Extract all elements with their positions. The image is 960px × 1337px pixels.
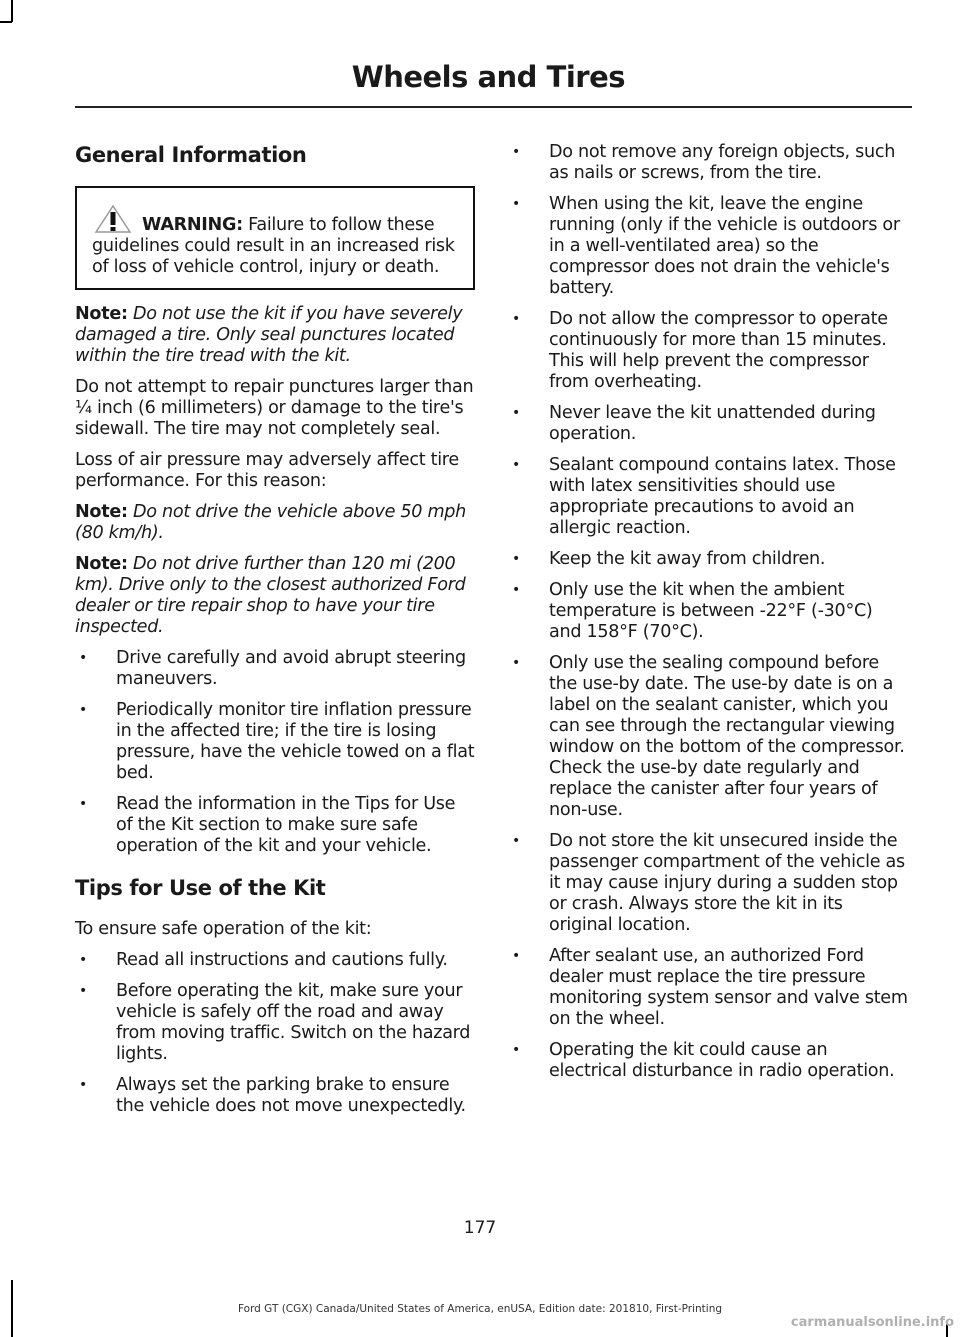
list-item [508, 309, 908, 393]
paragraph-puncture-size: Do not attempt to repair punctures larger than ¼ inch (6 millimeters) or damage to the tire's sidewall. The tire may not completely seal. [75, 377, 474, 439]
crop-mark [0, 21, 12, 23]
watermark: carmanualsonline.info [790, 1315, 954, 1330]
note-text: Do not drive further than 120 mi (200 km). Drive only to the closest authorized Ford dealer or tire repair shop to have your tire inspected. [75, 554, 466, 637]
edition-footer: Ford GT (CGX) Canada/United States of America, enUSA, Edition date: 201810, First-Printing [237, 1303, 723, 1315]
list-item [75, 648, 475, 690]
bullet-icon: • [512, 311, 520, 327]
section-heading-general: General Information [75, 143, 307, 167]
bullet-icon: • [512, 582, 520, 598]
list-item-text: Do not remove any foreign objects, such as nails or screws, from the tire. [549, 142, 896, 183]
list-item-text: Keep the kit away from children. [549, 549, 826, 569]
bullet-icon: • [79, 650, 87, 666]
left-column [75, 142, 475, 1127]
bullet-icon: • [79, 796, 87, 812]
bullet-icon: • [512, 405, 520, 421]
list-item-text: Sealant compound contains latex. Those with latex sensitivities should use appropriate precautions to avoid an allergic reaction. [549, 455, 896, 538]
list-item [508, 946, 908, 1030]
bullet-list-tips [75, 950, 475, 1117]
header-divider [75, 106, 912, 108]
list-item [508, 403, 908, 445]
right-column [508, 142, 908, 1092]
bullet-list-precautions [508, 142, 908, 1082]
warning-triangle-icon [92, 204, 134, 234]
list-item-text: Always set the parking brake to ensure the vehicle does not move unexpectedly. [116, 1075, 466, 1116]
page-number: 177 [463, 1218, 497, 1238]
list-item-text: Read all instructions and cautions fully. [116, 950, 448, 970]
list-item [508, 580, 908, 643]
bullet-icon: • [79, 952, 87, 968]
list-item-text: Never leave the kit unattended during operation. [549, 403, 876, 444]
note-label: Note: [75, 502, 128, 522]
bullet-icon: • [512, 551, 520, 567]
list-item [508, 653, 908, 821]
list-item-text: Only use the kit when the ambient temperature is between -22°F (-30°C) and 158°F (70°C). [549, 580, 873, 642]
note-text: Do not use the kit if you have severely damaged a tire. Only seal punctures located within the tire tread with the kit. [75, 304, 463, 366]
page-title: Wheels and Tires [351, 60, 625, 94]
list-item-text: Do not allow the compressor to operate continuously for more than 15 minutes. This will help prevent the compressor from overheating. [549, 309, 888, 392]
note-label: Note: [75, 304, 128, 324]
crop-mark [11, 0, 13, 22]
list-item [508, 142, 908, 184]
list-item-text: Drive carefully and avoid abrupt steering maneuvers. [116, 648, 466, 689]
bullet-icon: • [512, 457, 520, 473]
list-item-text: Before operating the kit, make sure your vehicle is safely off the road and away from moving traffic. Switch on the hazard lights. [116, 981, 471, 1064]
list-item [508, 455, 908, 539]
note-distance [75, 554, 475, 638]
note-label: Note: [75, 554, 128, 574]
list-item [75, 950, 475, 971]
bullet-icon: • [512, 948, 520, 964]
list-item [508, 1040, 908, 1082]
warning-label: WARNING: [142, 215, 243, 235]
list-item [75, 1075, 475, 1117]
list-item-text: Periodically monitor tire inflation pressure in the affected tire; if the tire is losing pressure, have the vehicle towed on a flat bed. [116, 700, 475, 783]
list-item-text: After sealant use, an authorized Ford dealer must replace the tire pressure monitoring system sensor and valve stem on the wheel. [549, 946, 908, 1029]
bullet-icon: • [512, 144, 520, 160]
warning-box [75, 186, 475, 290]
bullet-icon: • [512, 655, 520, 671]
list-item-text: When using the kit, leave the engine running (only if the vehicle is outdoors or in a well-ventilated area) so the compressor does not drain the vehicle's battery. [549, 194, 900, 298]
bullet-list-driving [75, 648, 475, 857]
list-item [508, 549, 908, 570]
list-item [75, 981, 475, 1065]
bullet-icon: • [79, 702, 87, 718]
bullet-icon: • [79, 983, 87, 999]
list-item-text: Operating the kit could cause an electrical disturbance in radio operation. [549, 1040, 895, 1081]
list-item [75, 700, 475, 784]
note-severe-damage [75, 304, 475, 367]
paragraph-air-pressure: Loss of air pressure may adversely affect tire performance. For this reason: [75, 450, 459, 491]
bullet-icon: • [79, 1077, 87, 1093]
bullet-icon: • [512, 196, 520, 212]
list-item-text: Read the information in the Tips for Use of the Kit section to make sure safe operation of the kit and your vehicle. [116, 794, 456, 856]
note-speed [75, 502, 475, 544]
list-item-text: Do not store the kit unsecured inside the passenger compartment of the vehicle as it may cause injury during a sudden stop or crash. Always store the kit in its original location. [549, 831, 905, 935]
warning-text: Failure to follow these guidelines could result in an increased risk of loss of vehicle control, injury or death. [92, 215, 455, 277]
list-item-text: Only use the sealing compound before the use-by date. The use-by date is on a label on the sealant canister, which you can see through the rectangular viewing window on the bottom of the compressor. Check the use-by date regularly and replace the canister after four years of non-use. [549, 653, 905, 820]
note-text: Do not drive the vehicle above 50 mph (80 km/h). [75, 502, 467, 543]
bullet-icon: • [512, 833, 520, 849]
list-item [75, 794, 475, 857]
bullet-icon: • [512, 1042, 520, 1058]
list-item [508, 831, 908, 936]
section-heading-tips: Tips for Use of the Kit [75, 876, 326, 900]
paragraph-safe-operation: To ensure safe operation of the kit: [75, 919, 372, 939]
list-item [508, 194, 908, 299]
